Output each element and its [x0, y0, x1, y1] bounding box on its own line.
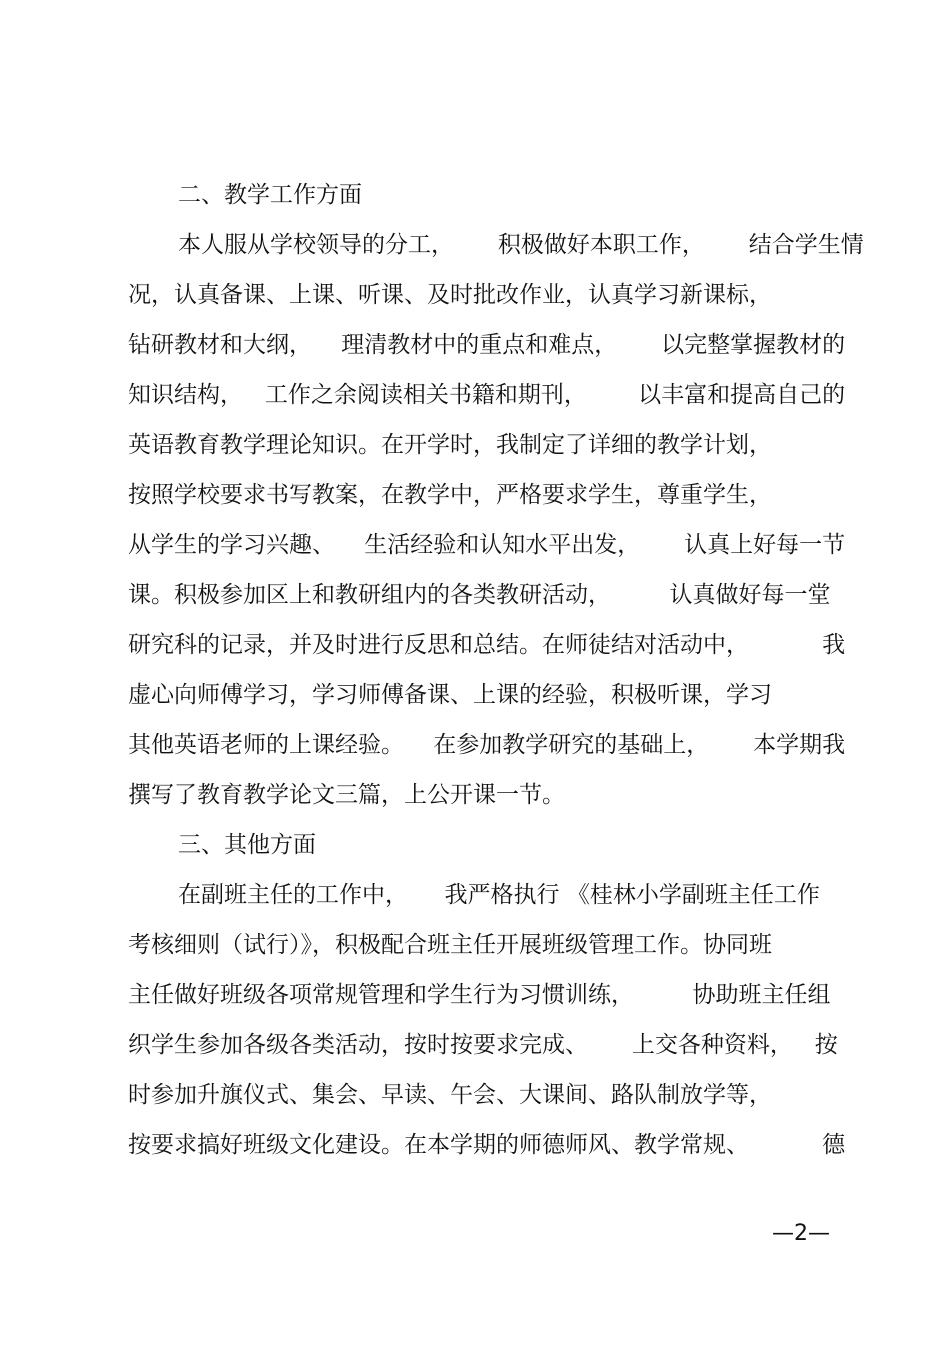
paragraph-line: 织学生参加各级各类活动，按时按要求完成、 上交各种资料， 按: [128, 1032, 838, 1058]
paragraph-line: 英语教育教学理论知识。在开学时，我制定了详细的教学计划，: [128, 432, 772, 458]
paragraph-line: 本人服从学校领导的分工， 积极做好本职工作， 结合学生情: [178, 232, 864, 258]
paragraph-line: 按照学校要求书写教案，在教学中，严格要求学生，尊重学生，: [128, 482, 772, 508]
section-heading-teaching: 二、教学工作方面: [178, 182, 362, 208]
paragraph-line: 课。积极参加区上和教研组内的各类教研活动， 认真做好每一堂: [128, 582, 831, 608]
paragraph-line: 知识结构， 工作之余阅读相关书籍和期刊， 以丰富和提高自己的: [128, 382, 846, 408]
paragraph-line: 研究科的记录，并及时进行反思和总结。在师徒结对活动中， 我: [128, 632, 846, 658]
page-number: —2—: [772, 1221, 830, 1246]
paragraph-line: 主任做好班级各项常规管理和学生行为习惯训练， 协助班主任组: [128, 982, 831, 1008]
section-heading-other: 三、其他方面: [178, 832, 316, 858]
paragraph-line: 按要求搞好班级文化建设。在本学期的师德师风、教学常规、 德: [128, 1132, 846, 1158]
paragraph-line: 考核细则（试行）》，积极配合班主任开展班级管理工作。协同班: [128, 932, 772, 958]
paragraph-line: 在副班主任的工作中， 我严格执行 《桂林小学副班主任工作: [178, 882, 820, 908]
paragraph-line: 况，认真备课、上课、听课、及时批改作业，认真学习新课标，: [128, 282, 772, 308]
paragraph-line: 虚心向师傅学习，学习师傅备课、上课的经验，积极听课，学习: [128, 682, 772, 708]
paragraph-line: 撰写了教育教学论文三篇，上公开课一节。: [128, 782, 565, 808]
paragraph-line: 从学生的学习兴趣、 生活经验和认知水平出发， 认真上好每一节: [128, 532, 846, 558]
paragraph-line: 时参加升旗仪式、集会、早读、午会、大课间、路队制放学等，: [128, 1082, 772, 1108]
paragraph-line: 钻研教材和大纲， 理清教材中的重点和难点， 以完整掌握教材的: [128, 332, 846, 358]
paragraph-line: 其他英语老师的上课经验。 在参加教学研究的基础上， 本学期我: [128, 732, 846, 758]
